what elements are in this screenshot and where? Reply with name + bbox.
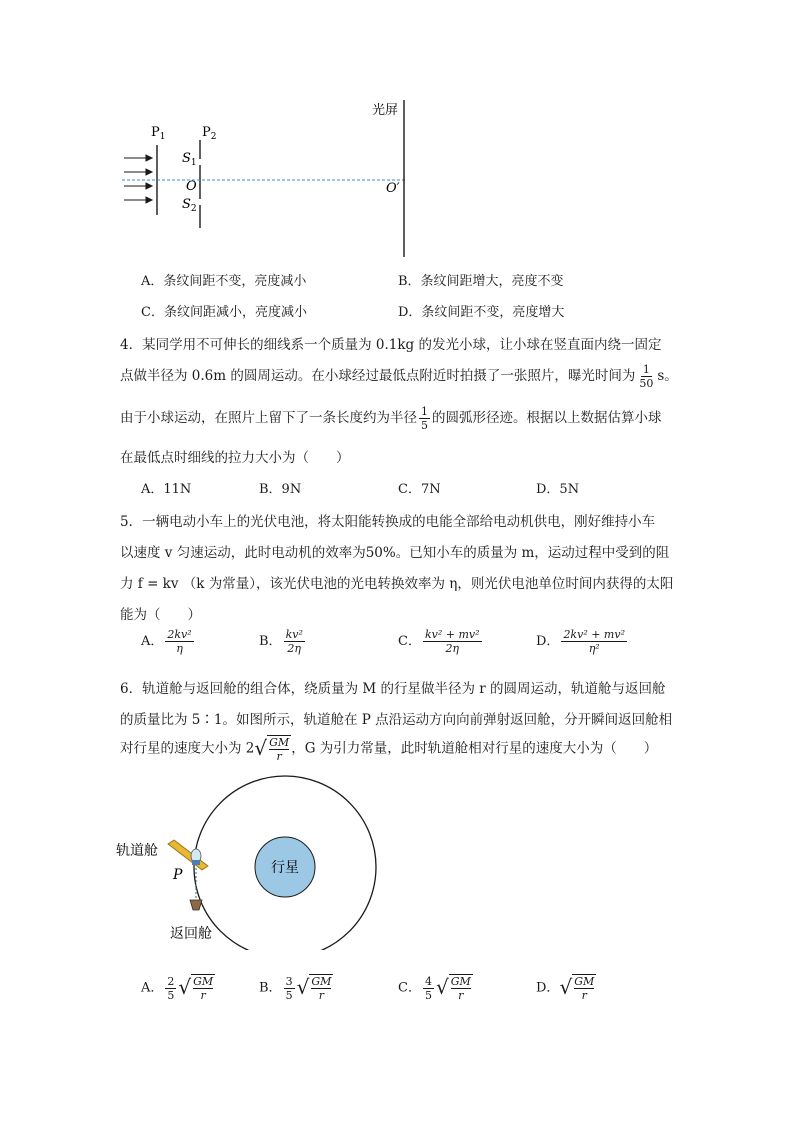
q3-option-b[interactable]: B．条纹间距增大，亮度不变 (398, 274, 564, 289)
q3-option-d[interactable]: D．条纹间距不变，亮度增大 (398, 305, 565, 320)
planet-label: 行星 (271, 860, 299, 876)
q5-option-a[interactable]: A． $\frac{\text{2kv²}}{\eta}$ (141, 628, 192, 655)
capsule-label: 返回舱 (170, 926, 212, 942)
q5-line-2: 以速度 v 匀速运动，此时电动机的效率为50%。已知小车的质量为 m，运动过程中受到的阻 (120, 545, 670, 561)
q5-option-b[interactable]: B． $\frac{\text{kv²}}{2\eta}$ (259, 628, 303, 655)
q5-option-c[interactable]: C． $\frac{\text{kv² + mv²}}{2\eta}$ (398, 628, 480, 655)
q3-option-c[interactable]: C．条纹间距减小，亮度减小 (141, 305, 307, 320)
q6-line-3: 对行星的速度大小为 2 √ GM r ，G 为引力常量，此时轨道舱相对行星的速度大小为（ ） (120, 736, 658, 763)
radius-fraction: $\frac{1}{5}$ (421, 405, 428, 432)
q4-option-a[interactable]: A．11N (141, 482, 192, 497)
capsule-icon (190, 900, 202, 910)
q5-line-1: 5．一辆电动小车上的光伏电池，将太阳能转换成的电能全部给电动机供电，刚好维持小车 (120, 514, 656, 530)
q4-option-d[interactable]: D．5N (536, 482, 580, 497)
orbiter-label: 轨道舱 (116, 843, 158, 859)
orbiter-icon (168, 840, 208, 870)
q4-line-4: 在最低点时细线的拉力大小为（ ） (120, 450, 350, 466)
label-p1: $P_1$ (151, 125, 166, 142)
point-p-label: P (173, 867, 183, 883)
sqrt-gm-r: √ GM r (254, 736, 290, 763)
orbit-figure (110, 770, 390, 950)
q6-option-a[interactable]: A． $\frac{2}{5}$ √ GM r (141, 974, 214, 1002)
q6-option-d[interactable]: D． √ GM r (536, 975, 595, 1002)
q4-option-c[interactable]: C．7N (398, 482, 441, 497)
q6-option-b[interactable]: B． $\frac{3}{5}$ √ GM r (259, 974, 332, 1002)
q4-option-b[interactable]: B．9N (259, 482, 302, 497)
light-arrows (124, 155, 152, 203)
q4-line-1: 4．某同学用不可伸长的细线系一个质量为 0.1kg 的发光小球，让小球在竖直面内绕一固定 (120, 337, 662, 353)
double-slit-figure (118, 95, 418, 265)
q5-option-d[interactable]: D． $\frac{\text{2kv² + mv²}}{\text{η²}}$ (536, 628, 625, 655)
label-s1: $S_1$ (182, 151, 197, 168)
q5-line-3: 力 f = kv （k 为常量），该光伏电池的光电转换效率为 η，则光伏电池单位时间内获得的太阳 (120, 576, 674, 592)
label-p2: $P_2$ (202, 125, 217, 142)
q5-line-4: 能为（ ） (120, 607, 201, 623)
exposure-fraction: $\frac{1}{50}$ (639, 363, 654, 390)
label-o: O (186, 179, 197, 194)
label-screen: 光屏 (372, 103, 399, 118)
label-o-prime: O′ (386, 181, 400, 196)
q6-line-2: 的质量比为 5∶1。如图所示，轨道舱在 P 点沿运动方向向前弹射返回舱，分开瞬间返回舱相 (120, 712, 673, 728)
q4-line-3: 由于小球运动，在照片上留下了一条长度约为半径 $\frac{1}{5}$ 的圆弧形径迹。根据以上数据估算小球 (120, 405, 662, 432)
q4-line-2: 点做半径为 0.6m 的圆周运动。在小球经过最低点附近时拍摄了一张照片，曝光时间为 $\frac{1}{50}$ s。 (120, 363, 678, 390)
q6-line-1: 6．轨道舱与返回舱的组合体，绕质量为 M 的行星做半径为 r 的圆周运动，轨道舱与返回舱 (120, 681, 666, 697)
q6-option-c[interactable]: C． $\frac{4}{5}$ √ GM r (398, 974, 471, 1002)
q3-option-a[interactable]: A．条纹间距不变，亮度减小 (141, 274, 307, 289)
label-s2: $S_2$ (182, 197, 197, 214)
